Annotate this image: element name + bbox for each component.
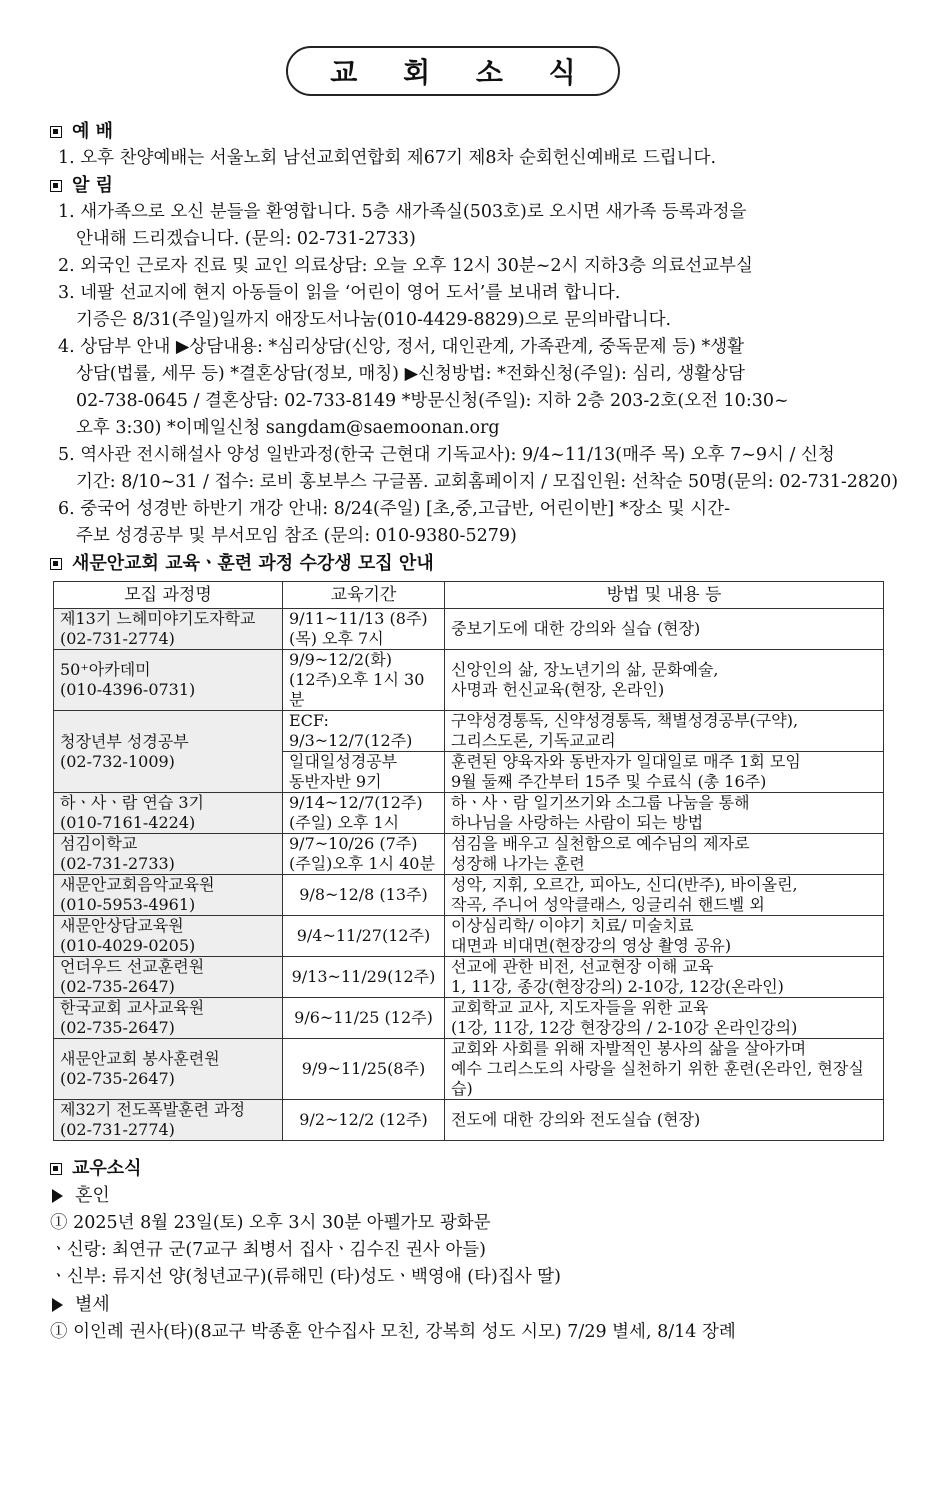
notice-line: 오후 3:30) *이메일신청 sangdam@saemoonan.org bbox=[76, 418, 500, 438]
notice-list bbox=[50, 199, 899, 550]
column-header: 방법 및 내용 등 bbox=[445, 582, 884, 609]
bulletin-content bbox=[50, 118, 899, 1346]
column-header: 모집 과정명 bbox=[54, 582, 283, 609]
notice-line: 기간: 8/10~31 / 접수: 로비 홍보부스 구글폼. 교회홈페이지 / 모집인원: 선착순 50명(문의: 02-731-2820) bbox=[76, 472, 899, 492]
course-period-cell: ECF: 9/3~12/7(12주) bbox=[283, 711, 445, 752]
course-content-cell: 섬김을 배우고 실천함으로 예수님의 제자로 성장해 나가는 훈련 bbox=[445, 834, 884, 875]
square-bullet-icon bbox=[50, 126, 62, 138]
course-name-cell: 제32기 전도폭발훈련 과정 (02-731-2774) bbox=[54, 1100, 283, 1141]
table-row bbox=[54, 1100, 884, 1141]
notice-line: 5. 역사관 전시해설사 양성 일반과정(한국 근현대 기독교사): 9/4~11/13(매주 목) 오후 7~9시 / 신청 bbox=[58, 445, 835, 465]
square-bullet-icon bbox=[50, 180, 62, 192]
course-period-cell: 9/8~12/8 (13주) bbox=[283, 875, 445, 916]
notices-heading bbox=[50, 172, 890, 199]
passing-line: ① 이인례 권사(타)(8교구 박종훈 안수집사 모친, 강복희 성도 시모) 7/29 별세, 8/14 장례 bbox=[50, 1322, 736, 1342]
course-period-cell: 일대일성경공부 동반자반 9기 bbox=[283, 752, 445, 793]
notice-line: 6. 중국어 성경반 하반기 개강 안내: 8/24(주일) [초,중,고급반, 어린이반] *장소 및 시간- bbox=[58, 499, 730, 519]
course-name-cell: 50⁺아카데미 (010-4396-0731) bbox=[54, 650, 283, 711]
notice-line: 1. 새가족으로 오신 분들을 환영합니다. 5층 새가족실(503호)로 오시면 새가족 등록과정을 bbox=[58, 202, 747, 222]
notice-line: 주보 성경공부 및 부서모임 참조 (문의: 010-9380-5279) bbox=[76, 526, 517, 546]
table-row bbox=[54, 793, 884, 834]
course-content-cell: 하ㆍ사ㆍ람 일기쓰기와 소그룹 나눔을 통해 하나님을 사랑하는 사람이 되는 방법 bbox=[445, 793, 884, 834]
table-row bbox=[54, 711, 884, 752]
course-name-cell: 하ㆍ사ㆍ람 연습 3기 (010-7161-4224) bbox=[54, 793, 283, 834]
course-period-cell: 9/2~12/2 (12주) bbox=[283, 1100, 445, 1141]
table-header-row bbox=[54, 582, 884, 609]
education-heading-text: 새문안교회 교육ㆍ훈련 과정 수강생 모집 안내 bbox=[72, 553, 434, 574]
notice-line: 2. 외국인 근로자 진료 및 교인 의료상담: 오늘 오후 12시 30분~2시 지하3층 의료선교부실 bbox=[58, 256, 753, 276]
table-row bbox=[54, 998, 884, 1039]
members-heading-text: 교우소식 bbox=[72, 1158, 142, 1179]
table-row bbox=[54, 957, 884, 998]
course-content-cell: 교회와 사회를 위해 자발적인 봉사의 삶을 살아가며 예수 그리스도의 사랑을 실천하기 위한 훈련(온라인, 현장실습) bbox=[445, 1039, 884, 1100]
notices-heading-text: 알 림 bbox=[72, 175, 114, 196]
course-content-cell: 전도에 대한 강의와 전도실습 (현장) bbox=[445, 1100, 884, 1141]
course-period-cell: 9/9~12/2(화) (12주)오후 1시 30분 bbox=[283, 650, 445, 711]
course-name-cell: 청장년부 성경공부 (02-732-1009) bbox=[54, 711, 283, 793]
course-content-cell: 이상심리학/ 이야기 치료/ 미술치료 대면과 비대면(현장강의 영상 촬영 공유) bbox=[445, 916, 884, 957]
passing-label bbox=[50, 1291, 890, 1319]
wedding-line: ㆍ신랑: 최연규 군(7교구 최병서 집사ㆍ김수진 권사 아들) bbox=[50, 1240, 486, 1260]
wedding-line: ㆍ신부: 류지선 양(청년교구)(류해민 (타)성도ㆍ백영애 (타)집사 딸) bbox=[50, 1267, 561, 1287]
course-name-cell: 언더우드 선교훈련원 (02-735-2647) bbox=[54, 957, 283, 998]
notice-line: 3. 네팔 선교지에 현지 아동들이 읽을 ‘어린이 영어 도서’를 보내려 합니다. bbox=[58, 283, 621, 303]
table-row bbox=[54, 875, 884, 916]
notice-line: 기증은 8/31(주일)일까지 애장도서나눔(010-4429-8829)으로 문의바랍니다. bbox=[76, 310, 672, 330]
course-period-cell: 9/4~11/27(12주) bbox=[283, 916, 445, 957]
square-bullet-icon bbox=[50, 1163, 62, 1175]
notice-line: 상담(법률, 세무 등) *결혼상담(정보, 매칭) ▶신청방법: *전화신청(주일): 심리, 생활상담 bbox=[76, 364, 745, 384]
course-content-cell: 중보기도에 대한 강의와 실습 (현장) bbox=[445, 609, 884, 650]
page-title: 교 회 소 식 bbox=[330, 56, 594, 89]
triangle-right-icon bbox=[52, 1298, 63, 1312]
course-name-cell: 섬김이학교 (02-731-2733) bbox=[54, 834, 283, 875]
passing-label-text: 별세 bbox=[75, 1294, 110, 1315]
course-period-cell: 9/7~10/26 (7주) (주일)오후 1시 40분 bbox=[283, 834, 445, 875]
course-period-cell: 9/6~11/25 (12주) bbox=[283, 998, 445, 1039]
title-box bbox=[286, 46, 620, 96]
course-name-cell: 한국교회 교사교육원 (02-735-2647) bbox=[54, 998, 283, 1039]
triangle-right-icon bbox=[52, 1189, 63, 1203]
course-content-cell: 선교에 관한 비전, 선교현장 이해 교육 1, 11강, 종강(현장강의) 2-10강, 12강(온라인) bbox=[445, 957, 884, 998]
course-name-cell: 새문안교회음악교육원 (010-5953-4961) bbox=[54, 875, 283, 916]
course-name-cell: 새문안교회 봉사훈련원 (02-735-2647) bbox=[54, 1039, 283, 1100]
members-heading bbox=[50, 1155, 890, 1182]
worship-item: 1. 오후 찬양예배는 서울노회 남선교회연합회 제67기 제8차 순회헌신예배로 드립니다. bbox=[58, 148, 717, 168]
course-period-cell: 9/9~11/25(8주) bbox=[283, 1039, 445, 1100]
wedding-label bbox=[50, 1182, 890, 1210]
course-period-cell: 9/14~12/7(12주) (주일) 오후 1시 bbox=[283, 793, 445, 834]
course-name-cell: 제13기 느헤미야기도자학교 (02-731-2774) bbox=[54, 609, 283, 650]
notice-line: 4. 상담부 안내 ▶상담내용: *심리상담(신앙, 정서, 대인관계, 가족관계, 중독문제 등) *생활 bbox=[58, 337, 745, 357]
course-content-cell: 훈련된 양육자와 동반자가 일대일로 매주 1회 모임 9월 둘째 주간부터 15주 및 수료식 (총 16주) bbox=[445, 752, 884, 793]
worship-heading-text: 예 배 bbox=[72, 121, 114, 142]
table-row bbox=[54, 609, 884, 650]
table-row bbox=[54, 916, 884, 957]
square-bullet-icon bbox=[50, 558, 62, 570]
notice-line: 안내해 드리겠습니다. (문의: 02-731-2733) bbox=[76, 229, 416, 249]
course-period-cell: 9/11~11/13 (8주) (목) 오후 7시 bbox=[283, 609, 445, 650]
table-row bbox=[54, 1039, 884, 1100]
wedding-line: ① 2025년 8월 23일(토) 오후 3시 30분 아펠가모 광화문 bbox=[50, 1213, 491, 1233]
table-row bbox=[54, 650, 884, 711]
column-header: 교육기간 bbox=[283, 582, 445, 609]
course-period-cell: 9/13~11/29(12주) bbox=[283, 957, 445, 998]
education-table bbox=[53, 581, 884, 1141]
notice-line: 02-738-0645 / 결혼상담: 02-733-8149 *방문신청(주일): 지하 2층 203-2호(오전 10:30~ bbox=[76, 391, 789, 411]
course-content-cell: 구약성경통독, 신약성경통독, 책별성경공부(구약), 그리스도론, 기독교교리 bbox=[445, 711, 884, 752]
wedding-label-text: 혼인 bbox=[75, 1185, 110, 1206]
course-content-cell: 교회학교 교사, 지도자들을 위한 교육 (1강, 11강, 12강 현장강의 / 2-10강 온라인강의) bbox=[445, 998, 884, 1039]
worship-heading bbox=[50, 118, 890, 145]
course-content-cell: 신앙인의 삶, 장노년기의 삶, 문화예술, 사명과 헌신교육(현장, 온라인) bbox=[445, 650, 884, 711]
table-row bbox=[54, 834, 884, 875]
course-content-cell: 성악, 지휘, 오르간, 피아노, 신디(반주), 바이올린, 작곡, 주니어 성악클래스, 잉글리쉬 핸드벨 외 bbox=[445, 875, 884, 916]
education-heading bbox=[50, 550, 890, 577]
course-name-cell: 새문안상담교육원 (010-4029-0205) bbox=[54, 916, 283, 957]
